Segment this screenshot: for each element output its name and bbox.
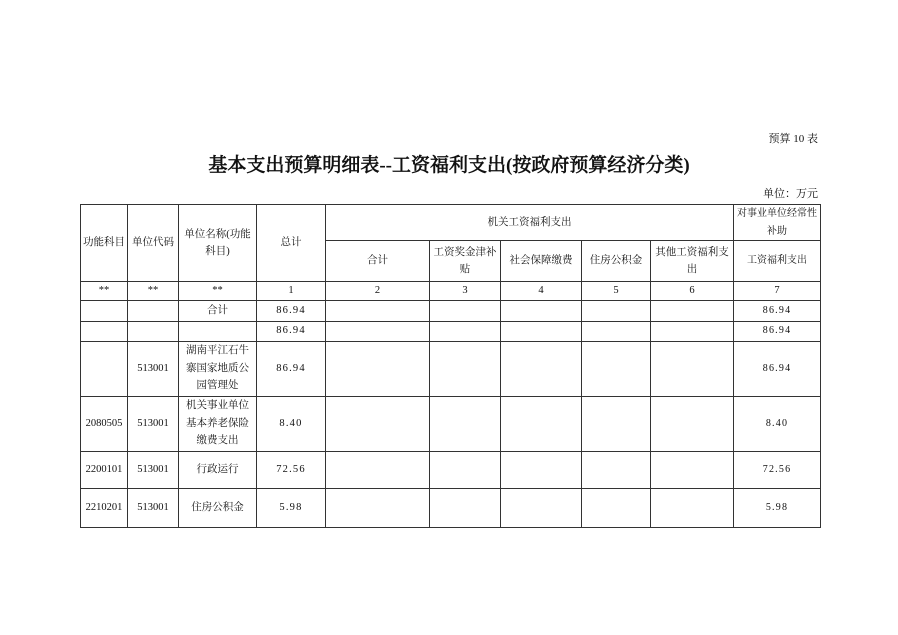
empty-cell [430, 321, 501, 341]
index-cell: 3 [430, 282, 501, 301]
row-name: 住房公积金 [179, 488, 257, 527]
row-welfare-expense: 86.94 [734, 321, 821, 341]
row-welfare-expense: 72.56 [734, 451, 821, 488]
empty-cell [430, 396, 501, 451]
header-total: 总计 [257, 205, 326, 282]
empty-cell [651, 396, 734, 451]
empty-cell [430, 341, 501, 396]
empty-cell [501, 341, 582, 396]
empty-cell [582, 300, 651, 321]
row-name: 机关事业单位基本养老保险缴费支出 [179, 396, 257, 451]
row-total: 5.98 [257, 488, 326, 527]
empty-cell [81, 321, 128, 341]
index-cell: 2 [326, 282, 430, 301]
document-title: 基本支出预算明细表--工资福利支出(按政府预算经济分类) [208, 155, 690, 176]
row-total: 86.94 [257, 300, 326, 321]
header-housing-fund: 住房公积金 [582, 241, 651, 282]
header-welfare-expense: 工资福利支出 [734, 241, 821, 282]
table-row [81, 341, 821, 396]
empty-cell [430, 451, 501, 488]
empty-cell [651, 321, 734, 341]
row-welfare-expense: 8.40 [734, 396, 821, 451]
empty-cell [501, 488, 582, 527]
row-total: 72.56 [257, 451, 326, 488]
empty-cell [81, 300, 128, 321]
empty-cell [501, 300, 582, 321]
row-welfare-expense: 5.98 [734, 488, 821, 527]
row-name: 合计 [179, 300, 257, 321]
table-row [81, 321, 821, 341]
header-other-welfare: 其他工资福利支出 [651, 241, 734, 282]
row-func-code: 2200101 [81, 451, 128, 488]
index-cell: ** [81, 282, 128, 301]
empty-cell [501, 451, 582, 488]
empty-cell [326, 300, 430, 321]
empty-cell [582, 451, 651, 488]
row-total: 8.40 [257, 396, 326, 451]
index-cell: 5 [582, 282, 651, 301]
row-unit-code: 513001 [128, 341, 179, 396]
row-unit-code: 513001 [128, 396, 179, 451]
empty-cell [326, 321, 430, 341]
empty-cell [651, 341, 734, 396]
empty-cell [501, 321, 582, 341]
index-cell: 7 [734, 282, 821, 301]
header-subtotal: 合计 [326, 241, 430, 282]
empty-cell [582, 488, 651, 527]
row-unit-code: 513001 [128, 488, 179, 527]
empty-cell [582, 396, 651, 451]
index-cell: 4 [501, 282, 582, 301]
empty-cell [651, 300, 734, 321]
header-func-code: 功能科目 [81, 205, 128, 282]
empty-cell [326, 341, 430, 396]
table-row [81, 300, 821, 321]
empty-cell [651, 488, 734, 527]
row-total: 86.94 [257, 321, 326, 341]
header-unit-name: 单位名称(功能科目) [179, 205, 257, 282]
header-wages: 工资奖金津补贴 [430, 241, 501, 282]
table-row [81, 451, 821, 488]
empty-cell [179, 321, 257, 341]
empty-cell [430, 488, 501, 527]
row-welfare-expense: 86.94 [734, 300, 821, 321]
table-row [81, 396, 821, 451]
index-cell: ** [179, 282, 257, 301]
empty-cell [651, 451, 734, 488]
empty-cell [326, 396, 430, 451]
row-func-code: 2080505 [81, 396, 128, 451]
empty-cell [582, 341, 651, 396]
empty-cell [128, 321, 179, 341]
table-number: 预算 10 表 [768, 133, 818, 145]
header-social-security: 社会保障缴费 [501, 241, 582, 282]
empty-cell [326, 488, 430, 527]
budget-table [80, 204, 821, 528]
row-welfare-expense: 86.94 [734, 341, 821, 396]
table-row [81, 488, 821, 527]
row-total: 86.94 [257, 341, 326, 396]
unit-label: 单位：万元 [763, 188, 818, 200]
row-name: 湖南平江石牛寨国家地质公园管理处 [179, 341, 257, 396]
header-group-agency: 机关工资福利支出 [326, 205, 734, 241]
index-row [81, 282, 821, 301]
index-cell: 1 [257, 282, 326, 301]
empty-cell [81, 341, 128, 396]
row-func-code: 2210201 [81, 488, 128, 527]
index-cell: 6 [651, 282, 734, 301]
row-name: 行政运行 [179, 451, 257, 488]
header-unit-code: 单位代码 [128, 205, 179, 282]
empty-cell [128, 300, 179, 321]
empty-cell [582, 321, 651, 341]
empty-cell [430, 300, 501, 321]
empty-cell [326, 451, 430, 488]
index-cell: ** [128, 282, 179, 301]
header-row-1 [81, 205, 821, 241]
empty-cell [501, 396, 582, 451]
header-group-subsidy: 对事业单位经常性补助 [734, 205, 821, 241]
row-unit-code: 513001 [128, 451, 179, 488]
